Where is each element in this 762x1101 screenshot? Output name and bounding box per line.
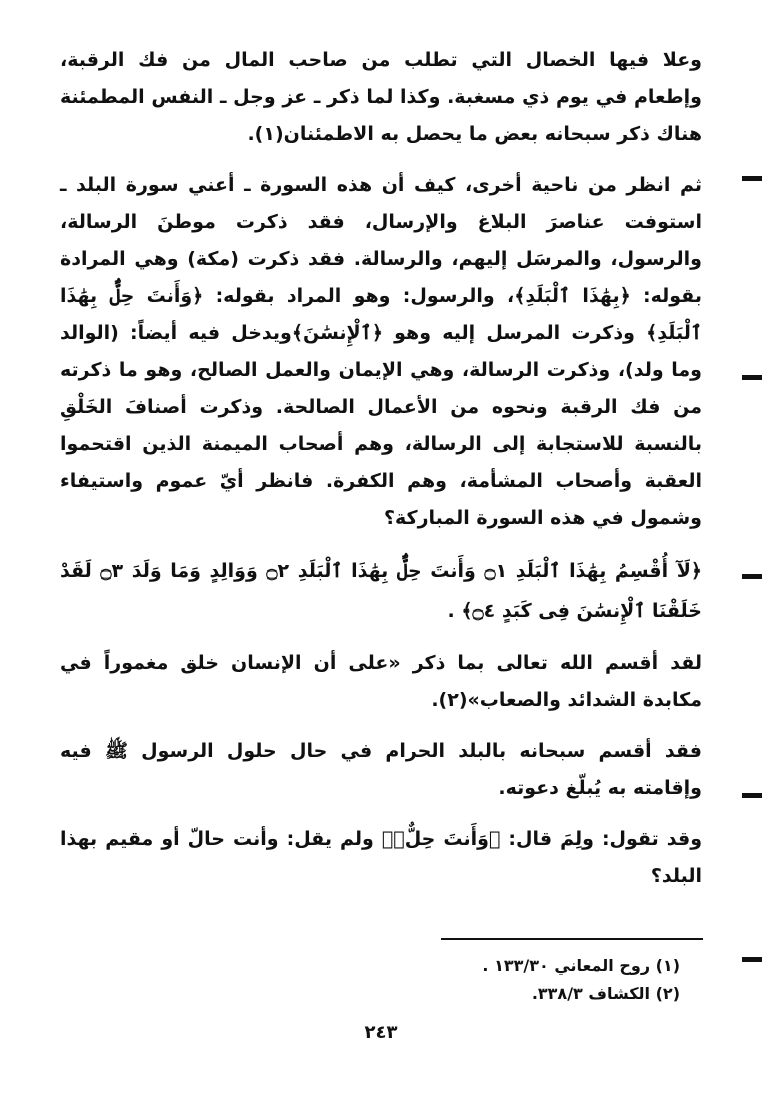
footnote-2: (٢) الكشاف ٣٣٨/٣.	[531, 984, 680, 1003]
edge-mark	[742, 574, 762, 579]
edge-mark	[742, 957, 762, 962]
page-number: ٢٤٣	[364, 1022, 398, 1043]
edge-mark	[742, 375, 762, 380]
paragraph-3: لقد أقسم الله تعالى بما ذكر «على أن الإنسان خلق مغموراً في مكابدة الشدائد والصعاب»(٢).	[60, 652, 702, 711]
paragraph-1: وعلا فيها الخصال التي تطلب من صاحب المال من فك الرقبة، وإطعام في يوم ذي مسغبة. وكذا لما ذكر ـ عز وجل ـ النفس المطمئنة هناك ذكر سبحانه بعض ما يحصل به الاطمئنان(١).	[60, 49, 702, 145]
footnote-1: (١) روح المعاني ١٣٣/٣٠ .	[482, 956, 680, 975]
page-body	[60, 42, 702, 909]
paragraph-4: فقد أقسم سبحانه بالبلد الحرام في حال حلول الرسول ﷺ فيه وإقامته به يُبلّغ دعوته.	[60, 740, 702, 799]
paragraph-5: وقد تقول: ولِمَ قال: ﴿وَأَنتَ حِلٌّۢ﴾ ولم يقل: وأنت حالّ أو مقيم بهذا البلد؟	[60, 828, 702, 887]
quran-verse: ﴿لَآ أُقْسِمُ بِهَٰذَا ٱلْبَلَدِ ۝١ وَأَنتَ حِلٌّۢ بِهَٰذَا ٱلْبَلَدِ ۝٢ وَوَالِدٍ وَمَا وَلَدَ ۝٣ لَقَدْ خَلَقْنَا ٱلْإِنسَٰنَ فِى كَبَدٍ ۝٤﴾ .	[60, 560, 702, 622]
edge-mark	[742, 793, 762, 798]
footnote-divider	[441, 938, 703, 940]
edge-mark	[742, 176, 762, 181]
paragraph-2: ثم انظر من ناحية أخرى، كيف أن هذه السورة ـ أعني سورة البلد ـ استوفت عناصرَ البلاغ والإرسال، فقد ذكرت موطنَ الرسالة، والرسول، والمرسَل إليهم، والرسالة. فقد ذكرت (مكة) وهي المرادة بقوله: ﴿بِهَٰذَا ٱلْبَلَدِ﴾، والرسول: وهو المراد بقوله: ﴿وَأَنتَ حِلٌّۢ بِهَٰذَا ٱلْبَلَدِ﴾ وذكرت المرسل إليه وهو ﴿ٱلْإِنسَٰنَ﴾ويدخل فيه أيضاً: (الوالد وما ولد)، وذكرت الرسالة، وهي الإيمان والعمل الصالح، وهو ما ذكرته من فك الرقبة ونحوه من الأعمال الصالحة. وذكرت أصنافَ الخَلْقِ بالنسبة للاستجابة إلى الرسالة، وهم أصحاب الميمنة الذين اقتحموا العقبة وأصحاب المشأمة، وهم الكفرة. فانظر أيّ عموم واستيفاء وشمول في هذه السورة المباركة؟	[60, 174, 702, 529]
footnotes	[380, 952, 680, 1008]
